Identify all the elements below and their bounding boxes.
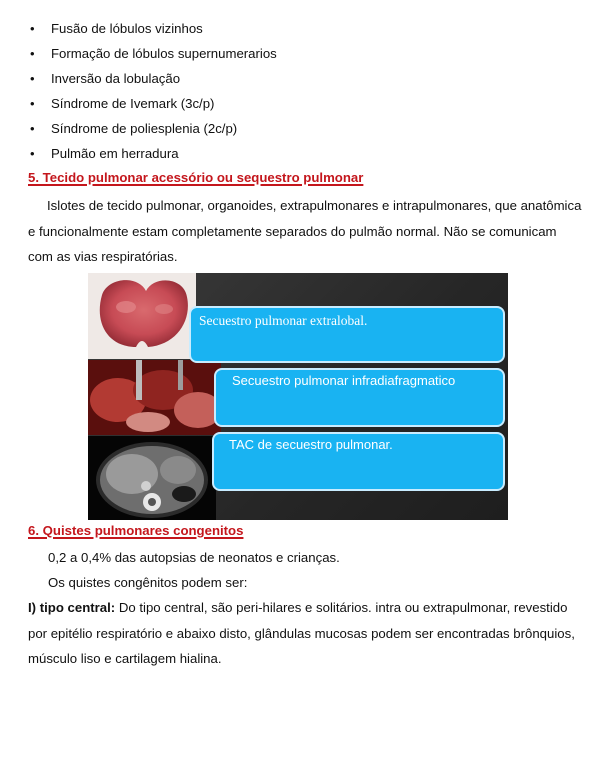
bullet-icon: •	[30, 71, 35, 86]
section-5-heading: 5. Tecido pulmonar acessório ou sequestro pulmonar	[28, 170, 364, 185]
bullet-icon: •	[30, 146, 35, 161]
list-item	[28, 66, 568, 91]
section-6-line-5: músculo liso e cartilagem hialina.	[28, 651, 222, 666]
list-item	[28, 16, 568, 41]
bullet-icon: •	[30, 96, 35, 111]
section-5-paragraph: Islotes de tecido pulmonar, organoides, extrapulmonares e intrapulmonares, que anatômica e funcionalmente estam completamente separados do pulmão normal. Não se comunicam com as vias respiratórias.	[28, 198, 582, 264]
bullet-icon: •	[30, 21, 35, 36]
list-item-text: Pulmão em herradura	[51, 146, 179, 161]
list-item-text: Formação de lóbulos supernumerarios	[51, 46, 277, 61]
surgical-field-photo	[88, 360, 221, 435]
section-6-line-2: Os quistes congênitos podem ser:	[48, 575, 248, 590]
list-item-text: Fusão de lóbulos vizinhos	[51, 21, 203, 36]
caption-box-infradiaphragmatic	[214, 368, 505, 427]
caption-extralobar: Secuestro pulmonar extralobal.	[199, 313, 368, 328]
list-item-text: Inversão da lobulação	[51, 71, 181, 86]
section-6-line-1: 0,2 a 0,4% das autopsias de neonatos e crianças.	[48, 550, 340, 565]
central-type-label: I) tipo central:	[28, 600, 116, 615]
section-6-line-3	[28, 595, 584, 620]
anomalies-bullet-list	[28, 16, 568, 166]
caption-ct: TAC de secuestro pulmonar.	[229, 437, 393, 452]
bullet-icon: •	[30, 121, 35, 136]
list-item	[28, 116, 568, 141]
section-6-line-4: por epitélio respiratório e abaixo disto, glândulas mucosas podem ser encontradas brônquios,	[28, 626, 575, 641]
lung-specimen-photo	[88, 273, 196, 359]
list-item	[28, 91, 568, 116]
caption-box-extralobar	[189, 306, 505, 363]
sequestration-slide-figure	[88, 273, 508, 520]
list-item	[28, 41, 568, 66]
caption-infradiaphragmatic: Secuestro pulmonar infradiafragmatico	[232, 373, 456, 388]
bullet-icon: •	[30, 46, 35, 61]
list-item-text: Síndrome de Ivemark (3c/p)	[51, 96, 215, 111]
central-type-text: Do tipo central, são peri-hilares e solitários. intra ou extrapulmonar, revestido	[115, 600, 568, 615]
caption-box-ct	[212, 432, 505, 491]
list-item-text: Síndrome de poliesplenia (2c/p)	[51, 121, 238, 136]
section-6-heading: 6. Quistes pulmonares congenitos	[28, 523, 244, 538]
list-item	[28, 141, 568, 166]
ct-scan-image	[88, 436, 216, 520]
